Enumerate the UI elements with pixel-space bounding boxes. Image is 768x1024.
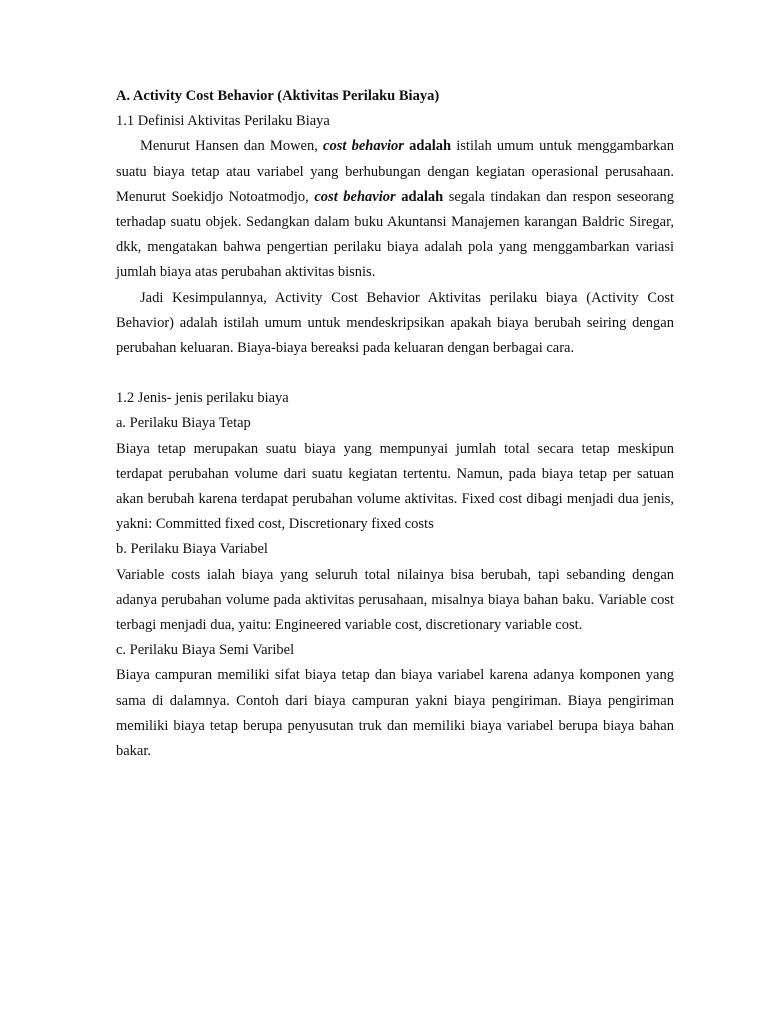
subsection-title-1-1: 1.1 Definisi Aktivitas Perilaku Biaya (116, 113, 330, 130)
term-cost-behavior-2: cost behavior (314, 188, 396, 205)
section-spacer (116, 361, 674, 386)
variable-cost-paragraph: Variable costs ialah biaya yang seluruh total nilainya bisa berubah, tapi sebanding dengan adanya perubahan volume pada aktivitas perusahaan, misalnya biaya bahan baku. Variable cost terbagi menjadi dua, yaitu: Engineered variable cost, discretionary variable cost. (116, 566, 674, 634)
conclusion-paragraph: Jadi Kesimpulannya, Activity Cost Behavior Aktivitas perilaku biaya (Activity Cost Behavior) adalah istilah umum untuk mendeskripsikan apakah biaya berubah seiring dengan perubahan keluaran. Biaya-biaya bereaksi pada keluaran dengan berbagai cara. (116, 289, 674, 357)
subsection-title-1-2: 1.2 Jenis- jenis perilaku biaya (116, 390, 289, 407)
variable-cost-title: b. Perilaku Biaya Variabel (116, 541, 268, 558)
fixed-cost-paragraph: Biaya tetap merupakan suatu biaya yang mempunyai jumlah total secara tetap meskipun terdapat perubahan volume dari suatu kegiatan tertentu. Namun, pada biaya tetap per satuan akan berubah karena terdapat perubahan volume aktivitas. Fixed cost dibagi menjadi dua jenis, yakni: Committed fixed cost, Discretionary fixed costs (116, 440, 674, 533)
definition-text-2: istilah umum untuk menggambarkan suatu biaya tetap atau variabel yang berhubungan dengan kegiatan operasional perusahaan. Menurut Soekidjo Notoatmodjo, (116, 138, 674, 205)
fixed-cost-title: a. Perilaku Biaya Tetap (116, 415, 251, 432)
section-heading: A. Activity Cost Behavior (Aktivitas Perilaku Biaya) (116, 88, 440, 104)
definition-text-1: Menurut Hansen dan Mowen, (140, 138, 324, 155)
term-cost-behavior-1: cost behavior (323, 138, 404, 155)
semi-variable-cost-title: c. Perilaku Biaya Semi Varibel (116, 642, 295, 659)
term-adalah-1: adalah (403, 138, 452, 155)
definition-text-3: segala tindakan dan respon seseorang terhadap suatu objek. Sedangkan dalam buku Akuntansi Manajemen karangan Baldric Siregar, dkk, mengatakan bahwa pengertian perilaku biaya adalah pola yang menggambarkan variasi jumlah biaya atas perubahan aktivitas bisnis. (116, 188, 674, 281)
definition-paragraph (116, 134, 674, 285)
term-adalah-2: adalah (395, 188, 444, 205)
semi-variable-cost-paragraph: Biaya campuran memiliki sifat biaya tetap dan biaya variabel karena adanya komponen yang sama di dalamnya. Contoh dari biaya campuran yakni biaya pengiriman. Biaya pengiriman memiliki biaya tetap berupa penyusutan truk dan memiliki biaya variabel berupa biaya bahan bakar. (116, 667, 674, 760)
document-page (116, 84, 674, 764)
